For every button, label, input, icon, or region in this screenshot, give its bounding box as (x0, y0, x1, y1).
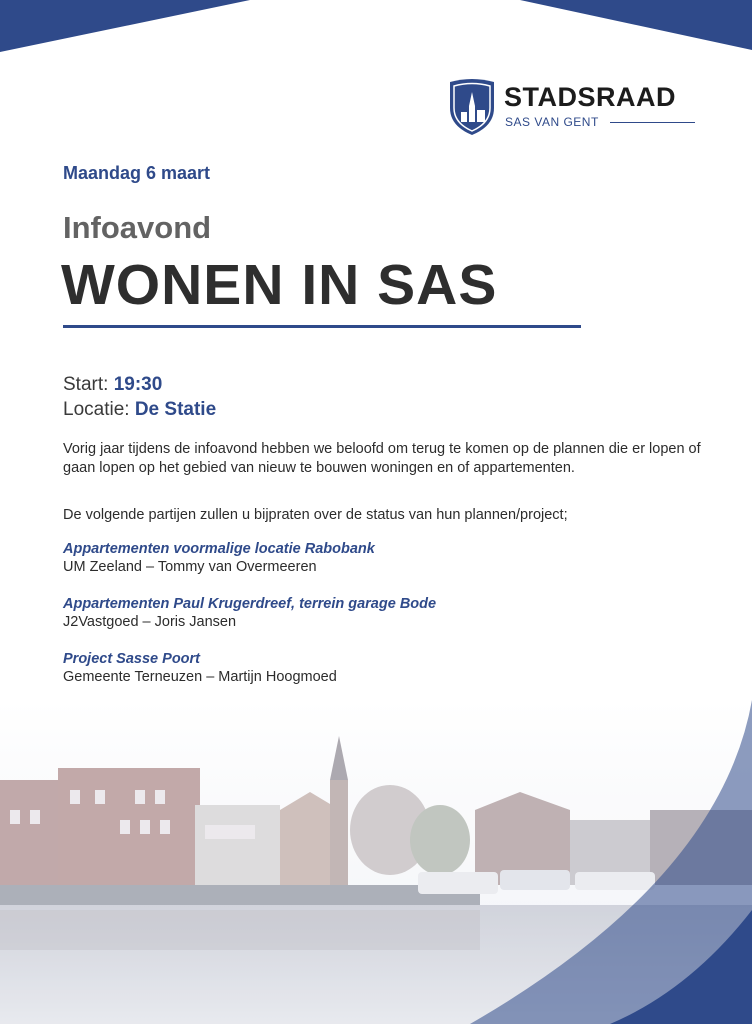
location-value: De Statie (134, 399, 217, 420)
event-date: Maandag 6 maart (63, 163, 211, 183)
logo-underline (610, 122, 695, 123)
stadsraad-logo (448, 78, 698, 138)
shield-icon (448, 78, 496, 136)
event-title: WONEN IN SAS (61, 253, 498, 317)
start-time (63, 374, 162, 396)
intro-paragraph: Vorig jaar tijdens de infoavond hebben we beloofd om terug te komen op de plannen die er lopen of gaan lopen op het gebied van nieuw te bouwen woningen en of appartementen. (63, 441, 701, 476)
logo-subtitle: SAS VAN GENT (505, 115, 599, 129)
top-decoration (0, 0, 752, 60)
project-title: Project Sasse Poort (63, 651, 200, 667)
logo-title: STADSRAAD (504, 82, 676, 112)
project-party: J2Vastgoed – Joris Jansen (63, 614, 237, 630)
parties-intro: De volgende partijen zullen u bijpraten over de status van hun plannen/project; (63, 507, 568, 523)
location (63, 399, 216, 421)
town-harbor-photo (0, 700, 752, 1024)
project-title: Appartementen voormalige locatie Rabobank (63, 541, 375, 557)
title-divider (63, 325, 581, 328)
project-title: Appartementen Paul Krugerdreef, terrein garage Bode (63, 596, 437, 612)
project-party: Gemeente Terneuzen – Martijn Hoogmoed (63, 669, 337, 685)
start-label: Start: (63, 374, 109, 395)
start-value: 19:30 (113, 374, 163, 395)
location-label: Locatie: (63, 399, 130, 420)
event-subtitle: Infoavond (63, 210, 212, 245)
project-party: UM Zeeland – Tommy van Overmeeren (63, 559, 317, 575)
